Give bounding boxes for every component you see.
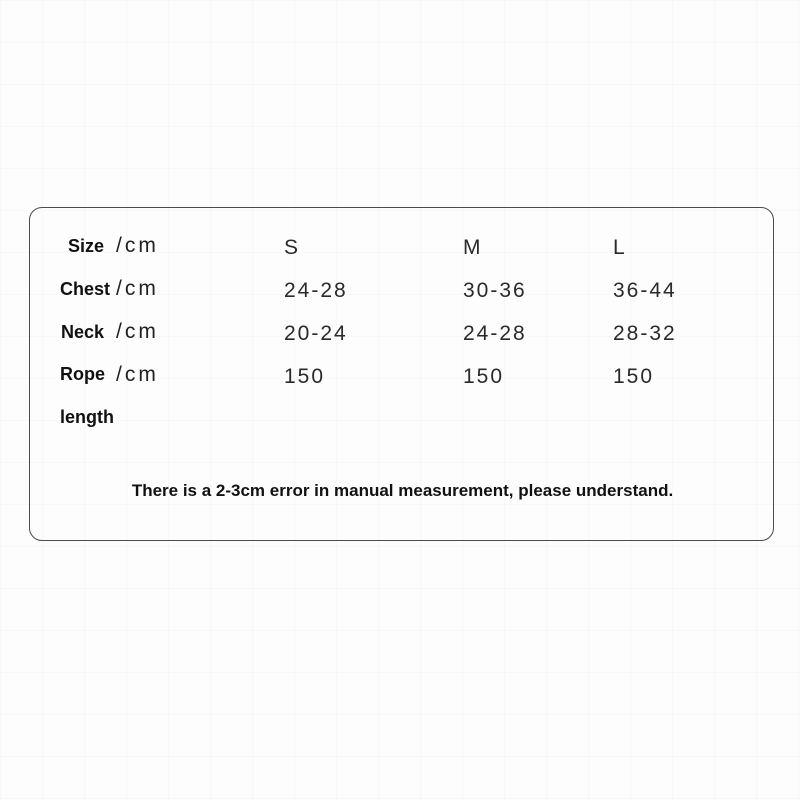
row-unit-neck: /cm bbox=[116, 320, 159, 343]
cell-chest-s: 24-28 bbox=[284, 279, 348, 302]
cell-neck-l: 28-32 bbox=[613, 322, 677, 345]
row-label-rope: Rope bbox=[60, 364, 105, 384]
row-unit-chest: /cm bbox=[116, 277, 159, 300]
cell-size-s: S bbox=[284, 236, 301, 259]
cell-size-l: L bbox=[613, 236, 627, 259]
cell-rope-l: 150 bbox=[613, 365, 655, 388]
row-label-neck: Neck bbox=[61, 322, 105, 342]
cell-chest-m: 30-36 bbox=[463, 279, 527, 302]
cell-rope-s: 150 bbox=[284, 365, 326, 388]
cell-neck-s: 20-24 bbox=[284, 322, 348, 345]
row-unit-rope: /cm bbox=[116, 363, 159, 386]
row-label-rope-line2: length bbox=[60, 407, 114, 427]
row-label-chest: Chest bbox=[60, 279, 111, 299]
row-unit-size: /cm bbox=[116, 234, 159, 257]
cell-neck-m: 24-28 bbox=[463, 322, 527, 345]
row-label-size: Size bbox=[68, 236, 105, 256]
cell-rope-m: 150 bbox=[463, 365, 505, 388]
size-chart-card bbox=[29, 207, 774, 541]
cell-chest-l: 36-44 bbox=[613, 279, 677, 302]
measurement-note: There is a 2-3cm error in manual measurement, please understand. bbox=[131, 481, 674, 500]
cell-size-m: M bbox=[463, 236, 483, 259]
